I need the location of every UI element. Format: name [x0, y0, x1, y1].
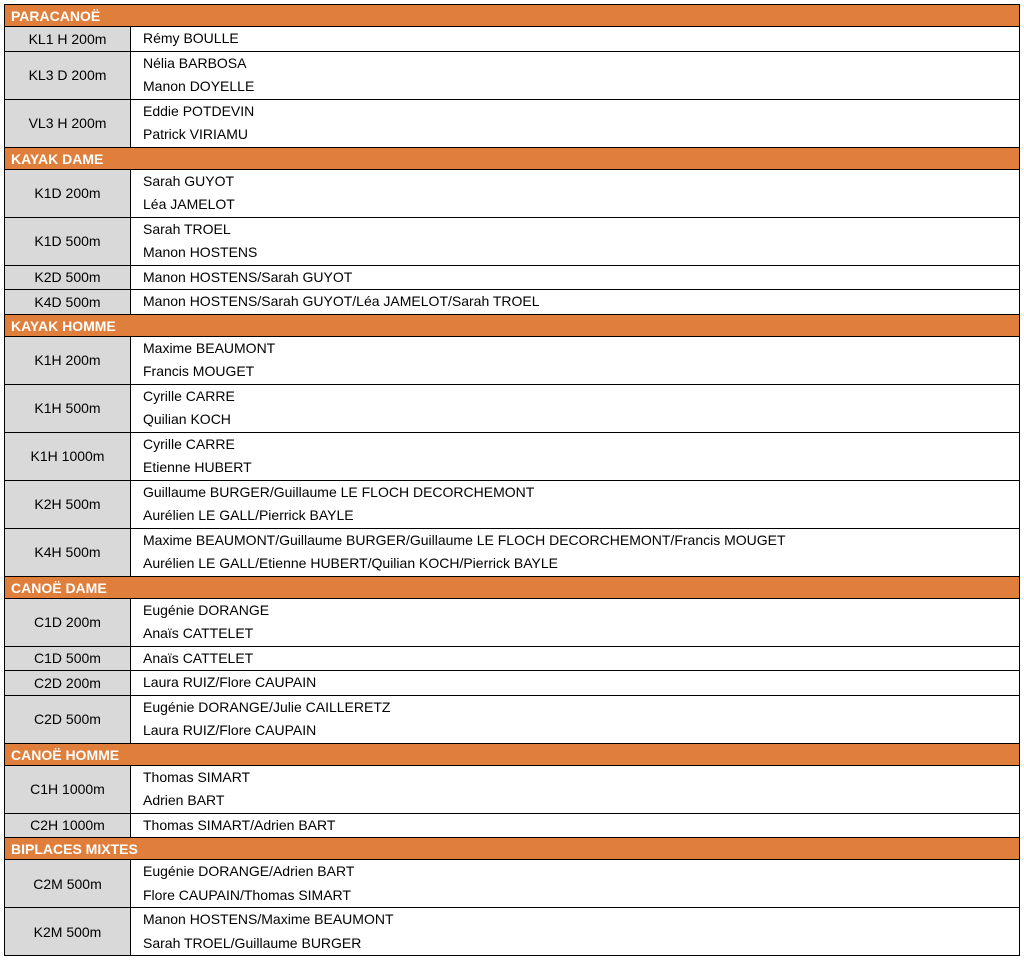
event-name-cell: K1D 500m: [5, 218, 131, 265]
athletes-cell: [131, 647, 1019, 671]
athlete-line: Thomas SIMART/Adrien BART: [143, 816, 336, 833]
athlete-line: Manon HOSTENS/Sarah GUYOT/Léa JAMELOT/Sarah TROEL: [143, 293, 540, 309]
event-name-cell: K1D 200m: [5, 170, 131, 217]
event-row: [5, 218, 1019, 266]
event-row: [5, 696, 1019, 744]
athletes-cell: [131, 52, 1019, 99]
event-row: [5, 481, 1019, 529]
event-name-cell: K1H 1000m: [5, 433, 131, 480]
event-name-cell: K2D 500m: [5, 266, 131, 290]
section-header: CANOË DAME: [5, 577, 1019, 599]
section-header: KAYAK HOMME: [5, 315, 1019, 337]
athletes-cell: [131, 266, 1019, 290]
athletes-cell: [131, 337, 1019, 384]
athlete-line: Eugénie DORANGE/Adrien BART: [143, 863, 355, 879]
section-header: CANOË HOMME: [5, 744, 1019, 766]
event-row: [5, 290, 1019, 315]
event-name-cell: C1D 500m: [5, 647, 131, 671]
event-name-cell: C1H 1000m: [5, 766, 131, 813]
event-name-cell: KL1 H 200m: [5, 27, 131, 51]
event-row: [5, 671, 1019, 696]
athlete-line: Manon HOSTENS/Sarah GUYOT: [143, 268, 353, 285]
athlete-line: Léa JAMELOT: [143, 196, 235, 212]
event-name-cell: K4H 500m: [5, 529, 131, 576]
event-name-cell: K4D 500m: [5, 290, 131, 314]
athlete-line: Cyrille CARRE: [143, 387, 235, 404]
section-header: KAYAK DAME: [5, 148, 1019, 170]
event-name-cell: C2M 500m: [5, 860, 131, 907]
athlete-line: Eddie POTDEVIN: [143, 102, 255, 119]
athletes-cell: [131, 671, 1019, 695]
athlete-line: Sarah GUYOT: [143, 172, 235, 189]
athlete-line: Manon DOYELLE: [143, 78, 255, 94]
event-row: [5, 27, 1019, 52]
event-row: [5, 337, 1019, 385]
event-name-cell: C1D 200m: [5, 599, 131, 646]
athletes-cell: [131, 529, 1019, 576]
event-name-cell: C2D 200m: [5, 671, 131, 695]
athletes-cell: [131, 766, 1019, 813]
event-name-cell: VL3 H 200m: [5, 100, 131, 147]
athlete-line: Flore CAUPAIN/Thomas SIMART: [143, 886, 351, 903]
athlete-line: Anaïs CATTELET: [143, 649, 254, 666]
athletes-cell: [131, 385, 1019, 432]
athlete-line: Aurélien LE GALL/Pierrick BAYLE: [143, 507, 354, 523]
athletes-cell: [131, 696, 1019, 743]
section-header: PARACANOË: [5, 5, 1019, 27]
event-row: [5, 766, 1019, 814]
athlete-line: Maxime BEAUMONT: [143, 339, 276, 356]
event-name-cell: KL3 D 200m: [5, 52, 131, 99]
event-row: [5, 52, 1019, 100]
event-name-cell: K1H 200m: [5, 337, 131, 384]
athlete-line: Aurélien LE GALL/Etienne HUBERT/Quilian KOCH/Pierrick BAYLE: [143, 555, 558, 571]
athlete-line: Patrick VIRIAMU: [143, 126, 249, 142]
athlete-line: Francis MOUGET: [143, 363, 255, 379]
event-row: [5, 814, 1019, 839]
event-row: [5, 170, 1019, 218]
athletes-cell: [131, 814, 1019, 838]
athletes-cell: [131, 599, 1019, 646]
event-row: [5, 385, 1019, 433]
event-row: [5, 647, 1019, 672]
athletes-cell: [131, 290, 1019, 314]
event-row: [5, 433, 1019, 481]
athletes-cell: [131, 27, 1019, 51]
event-name-cell: C2H 1000m: [5, 814, 131, 838]
section-header: BIPLACES MIXTES: [5, 838, 1019, 860]
selection-table: [4, 4, 1020, 956]
athletes-cell: [131, 100, 1019, 147]
event-row: [5, 599, 1019, 647]
event-name-cell: C2D 500m: [5, 696, 131, 743]
athlete-line: Eugénie DORANGE: [143, 601, 270, 618]
athlete-line: Cyrille CARRE: [143, 435, 235, 452]
event-name-cell: K1H 500m: [5, 385, 131, 432]
athlete-line: Anaïs CATTELET: [143, 625, 254, 641]
event-row: [5, 266, 1019, 291]
athlete-line: Maxime BEAUMONT/Guillaume BURGER/Guillaume LE FLOCH DECORCHEMONT/Francis MOUGET: [143, 531, 786, 548]
event-name-cell: K2M 500m: [5, 908, 131, 955]
athlete-line: Laura RUIZ/Flore CAUPAIN: [143, 722, 317, 738]
athletes-cell: [131, 860, 1019, 907]
athletes-cell: [131, 908, 1019, 955]
athlete-line: Adrien BART: [143, 792, 225, 808]
athlete-line: Guillaume BURGER/Guillaume LE FLOCH DECORCHEMONT: [143, 483, 535, 500]
athlete-line: Manon HOSTENS: [143, 244, 258, 260]
athlete-line: Quilian KOCH: [143, 411, 231, 427]
athlete-line: Eugénie DORANGE/Julie CAILLERETZ: [143, 698, 391, 715]
athlete-line: Sarah TROEL/Guillaume BURGER: [143, 934, 362, 951]
athlete-line: Rémy BOULLE: [143, 30, 239, 46]
athlete-line: Thomas SIMART: [143, 768, 251, 785]
event-row: [5, 529, 1019, 577]
event-row: [5, 860, 1019, 908]
athletes-cell: [131, 481, 1019, 528]
event-name-cell: K2H 500m: [5, 481, 131, 528]
athlete-line: Laura RUIZ/Flore CAUPAIN: [143, 674, 317, 690]
event-row: [5, 908, 1019, 956]
athlete-line: Manon HOSTENS/Maxime BEAUMONT: [143, 911, 394, 927]
event-row: [5, 100, 1019, 148]
athlete-line: Etienne HUBERT: [143, 459, 252, 475]
athlete-line: Sarah TROEL: [143, 220, 231, 237]
athlete-line: Nélia BARBOSA: [143, 54, 247, 71]
athletes-cell: [131, 433, 1019, 480]
athletes-cell: [131, 218, 1019, 265]
athletes-cell: [131, 170, 1019, 217]
